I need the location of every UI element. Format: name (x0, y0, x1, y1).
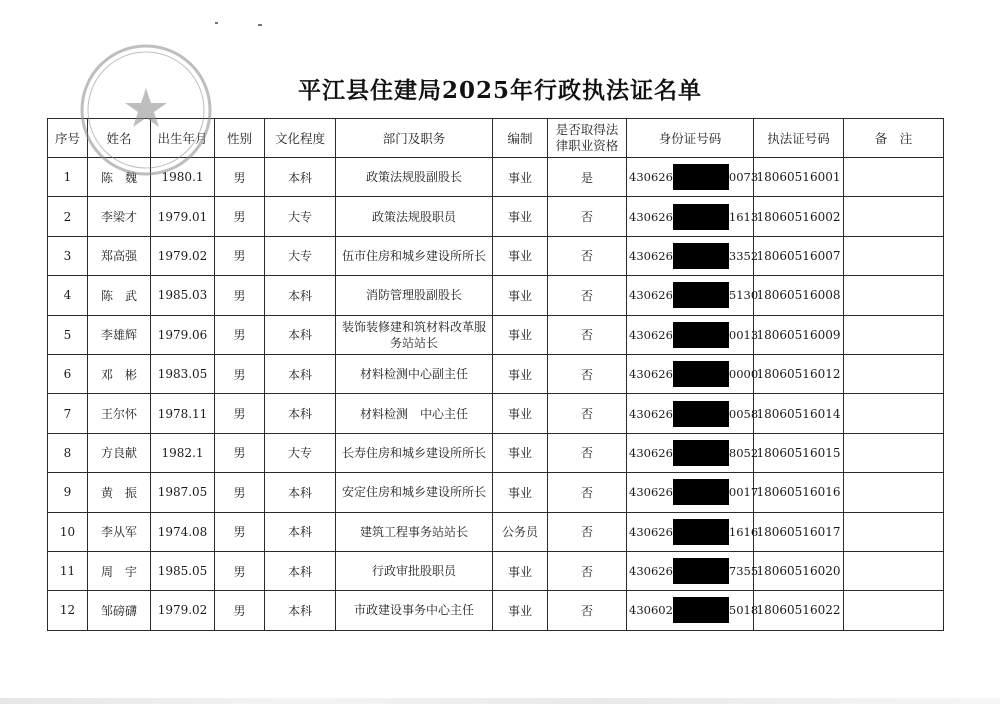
name-cell: 周 宇 (88, 551, 151, 590)
id-number-cell (627, 315, 759, 354)
seq-cell: 7 (48, 394, 88, 433)
id-prefix: 430626 (629, 248, 673, 263)
birth-cell: 1979.02 (151, 591, 215, 630)
education-cell: 大专 (265, 236, 336, 275)
dept-cell: 政策法规股副股长 (336, 158, 493, 197)
seq-cell: 4 (48, 276, 88, 315)
id-suffix: 0073 (728, 170, 759, 185)
id-suffix: 0058 (728, 406, 759, 421)
cert-number-cell: 18060516015 (754, 433, 844, 472)
seq-cell: 9 (48, 473, 88, 512)
seq-cell: 6 (48, 354, 88, 393)
name-cell: 方良献 (88, 433, 151, 472)
staffing-cell: 事业 (493, 473, 548, 512)
staffing-cell: 事业 (493, 354, 548, 393)
seq-cell: 12 (48, 591, 88, 630)
dept-cell: 安定住房和城乡建设所所长 (336, 473, 493, 512)
redaction-block (673, 558, 729, 584)
education-cell: 本科 (265, 276, 336, 315)
seq-cell: 3 (48, 236, 88, 275)
qualification-cell: 否 (548, 473, 627, 512)
seq-cell: 8 (48, 433, 88, 472)
id-suffix: 8052 (728, 445, 759, 460)
remarks-cell (844, 315, 944, 354)
qualification-cell: 否 (548, 512, 627, 551)
gender-cell: 男 (215, 315, 265, 354)
remarks-cell (844, 512, 944, 551)
id-number-cell (627, 394, 759, 433)
id-prefix: 430626 (629, 406, 673, 421)
gender-cell: 男 (215, 276, 265, 315)
table-row (48, 473, 944, 512)
staffing-cell: 公务员 (493, 512, 548, 551)
table-row (48, 512, 944, 551)
table-row (48, 433, 944, 472)
qualification-cell: 否 (548, 315, 627, 354)
gender-cell: 男 (215, 158, 265, 197)
staffing-cell: 事业 (493, 236, 548, 275)
staffing-cell: 事业 (493, 551, 548, 590)
id-suffix: 7355 (728, 564, 759, 579)
dept-cell: 伍市住房和城乡建设所所长 (336, 236, 493, 275)
education-cell: 本科 (265, 394, 336, 433)
staffing-cell: 事业 (493, 433, 548, 472)
header-id-number: 身份证号码 (627, 119, 754, 158)
roster-body (48, 158, 944, 631)
id-prefix: 430626 (629, 367, 673, 382)
gender-cell: 男 (215, 197, 265, 236)
qualification-cell: 是 (548, 158, 627, 197)
id-suffix: 0000 (728, 367, 759, 382)
dept-cell: 长寿住房和城乡建设所所长 (336, 433, 493, 472)
cert-number-cell: 18060516012 (754, 354, 844, 393)
redaction-block (673, 401, 729, 427)
header-gender: 性别 (215, 119, 265, 158)
id-number-cell (627, 197, 759, 236)
id-number-cell (627, 591, 759, 630)
id-number-cell (627, 276, 759, 315)
dept-cell: 建筑工程事务站站长 (336, 512, 493, 551)
qualification-cell: 否 (548, 433, 627, 472)
qualification-cell: 否 (548, 354, 627, 393)
header-staffing: 编制 (493, 119, 548, 158)
id-suffix: 3352 (728, 248, 759, 263)
birth-cell: 1979.01 (151, 197, 215, 236)
header-seq: 序号 (48, 119, 88, 158)
scan-speck (258, 24, 262, 26)
id-number-cell (627, 473, 759, 512)
cert-number-cell: 18060516014 (754, 394, 844, 433)
name-cell: 李梁才 (88, 197, 151, 236)
dept-cell: 行政审批股职员 (336, 551, 493, 590)
redaction-block (673, 597, 729, 623)
seq-cell: 10 (48, 512, 88, 551)
education-cell: 本科 (265, 551, 336, 590)
id-suffix: 5130 (728, 288, 759, 303)
document-title: 平江县住建局2025年行政执法证名单 (297, 77, 702, 104)
education-cell: 本科 (265, 315, 336, 354)
gender-cell: 男 (215, 551, 265, 590)
table-row (48, 315, 944, 354)
table-row (48, 354, 944, 393)
birth-cell: 1983.05 (151, 354, 215, 393)
education-cell: 本科 (265, 473, 336, 512)
qualification-cell: 否 (548, 591, 627, 630)
name-cell: 李雄辉 (88, 315, 151, 354)
redaction-block (673, 243, 729, 269)
education-cell: 大专 (265, 433, 336, 472)
seq-cell: 2 (48, 197, 88, 236)
education-cell: 大专 (265, 197, 336, 236)
id-number-cell (627, 354, 759, 393)
cert-number-cell: 18060516022 (754, 591, 844, 630)
birth-cell: 1985.05 (151, 551, 215, 590)
birth-cell: 1985.03 (151, 276, 215, 315)
dept-cell: 市政建设事务中心主任 (336, 591, 493, 630)
name-cell: 陈 魏 (88, 158, 151, 197)
id-number-cell (627, 158, 759, 197)
qualification-cell: 否 (548, 551, 627, 590)
gender-cell: 男 (215, 591, 265, 630)
remarks-cell (844, 433, 944, 472)
id-prefix: 430602 (629, 603, 673, 618)
education-cell: 本科 (265, 354, 336, 393)
birth-cell: 1979.06 (151, 315, 215, 354)
gender-cell: 男 (215, 512, 265, 551)
id-suffix: 5018 (728, 603, 759, 618)
id-prefix: 430626 (629, 209, 673, 224)
id-suffix: 1613 (728, 209, 759, 224)
remarks-cell (844, 551, 944, 590)
seq-cell: 5 (48, 315, 88, 354)
roster-table (47, 118, 944, 631)
name-cell: 王尔怀 (88, 394, 151, 433)
header-dept: 部门及职务 (336, 119, 493, 158)
header-qualification: 是否取得法律职业资格 (548, 119, 627, 158)
remarks-cell (844, 591, 944, 630)
header-remarks: 备 注 (844, 119, 944, 158)
scan-speck (215, 22, 218, 24)
table-row (48, 236, 944, 275)
cert-number-cell: 18060516002 (754, 197, 844, 236)
staffing-cell: 事业 (493, 197, 548, 236)
name-cell: 黄 振 (88, 473, 151, 512)
staffing-cell: 事业 (493, 276, 548, 315)
table-row (48, 276, 944, 315)
name-cell: 邓 彬 (88, 354, 151, 393)
cert-number-cell: 18060516009 (754, 315, 844, 354)
name-cell: 李从军 (88, 512, 151, 551)
redaction-block (673, 164, 729, 190)
cert-number-cell: 18060516016 (754, 473, 844, 512)
gender-cell: 男 (215, 394, 265, 433)
id-number-cell (627, 512, 759, 551)
redaction-block (673, 519, 729, 545)
id-number-cell (627, 236, 759, 275)
remarks-cell (844, 197, 944, 236)
seq-cell: 11 (48, 551, 88, 590)
id-suffix: 0013 (728, 327, 759, 342)
dept-cell: 材料检测中心副主任 (336, 354, 493, 393)
seq-cell: 1 (48, 158, 88, 197)
gender-cell: 男 (215, 433, 265, 472)
qualification-cell: 否 (548, 394, 627, 433)
dept-cell: 消防管理股副股长 (336, 276, 493, 315)
header-name: 姓名 (88, 119, 151, 158)
redaction-block (673, 282, 729, 308)
education-cell: 本科 (265, 512, 336, 551)
remarks-cell (844, 394, 944, 433)
gender-cell: 男 (215, 473, 265, 512)
id-prefix: 430626 (629, 524, 673, 539)
header-birth: 出生年月 (151, 119, 215, 158)
name-cell: 郑高强 (88, 236, 151, 275)
birth-cell: 1979.02 (151, 236, 215, 275)
cert-number-cell: 18060516017 (754, 512, 844, 551)
staffing-cell: 事业 (493, 591, 548, 630)
id-number-cell (627, 433, 759, 472)
redaction-block (673, 479, 729, 505)
table-header-row (48, 119, 944, 158)
id-prefix: 430626 (629, 564, 673, 579)
table-row (48, 158, 944, 197)
qualification-cell: 否 (548, 236, 627, 275)
id-suffix: 1616 (728, 524, 759, 539)
redaction-block (673, 440, 729, 466)
header-education: 文化程度 (265, 119, 336, 158)
cert-number-cell: 18060516007 (754, 236, 844, 275)
table-row (48, 394, 944, 433)
id-prefix: 430626 (629, 288, 673, 303)
cert-number-cell: 18060516008 (754, 276, 844, 315)
dept-cell: 材料检测 中心主任 (336, 394, 493, 433)
table-row (48, 197, 944, 236)
remarks-cell (844, 276, 944, 315)
redaction-block (673, 361, 729, 387)
cert-number-cell: 18060516020 (754, 551, 844, 590)
qualification-cell: 否 (548, 276, 627, 315)
header-cert-number: 执法证号码 (754, 119, 844, 158)
id-prefix: 430626 (629, 327, 673, 342)
id-prefix: 430626 (629, 445, 673, 460)
table-row (48, 551, 944, 590)
staffing-cell: 事业 (493, 394, 548, 433)
gender-cell: 男 (215, 236, 265, 275)
education-cell: 本科 (265, 591, 336, 630)
dept-cell: 政策法规股职员 (336, 197, 493, 236)
name-cell: 邹磅礴 (88, 591, 151, 630)
dept-cell: 装饰装修建和筑材料改革服务站站长 (336, 315, 493, 354)
staffing-cell: 事业 (493, 158, 548, 197)
birth-cell: 1978.11 (151, 394, 215, 433)
cert-number-cell: 18060516001 (754, 158, 844, 197)
birth-cell: 1987.05 (151, 473, 215, 512)
table-row (48, 591, 944, 630)
id-prefix: 430626 (629, 485, 673, 500)
gender-cell: 男 (215, 354, 265, 393)
birth-cell: 1982.1 (151, 433, 215, 472)
remarks-cell (844, 236, 944, 275)
id-number-cell (627, 551, 759, 590)
remarks-cell (844, 158, 944, 197)
redaction-block (673, 204, 729, 230)
qualification-cell: 否 (548, 197, 627, 236)
remarks-cell (844, 354, 944, 393)
redaction-block (673, 322, 729, 348)
scan-edge (0, 698, 1000, 704)
birth-cell: 1974.08 (151, 512, 215, 551)
education-cell: 本科 (265, 158, 336, 197)
remarks-cell (844, 473, 944, 512)
name-cell: 陈 武 (88, 276, 151, 315)
birth-cell: 1980.1 (151, 158, 215, 197)
id-suffix: 0017 (728, 485, 759, 500)
staffing-cell: 事业 (493, 315, 548, 354)
id-prefix: 430626 (629, 170, 673, 185)
